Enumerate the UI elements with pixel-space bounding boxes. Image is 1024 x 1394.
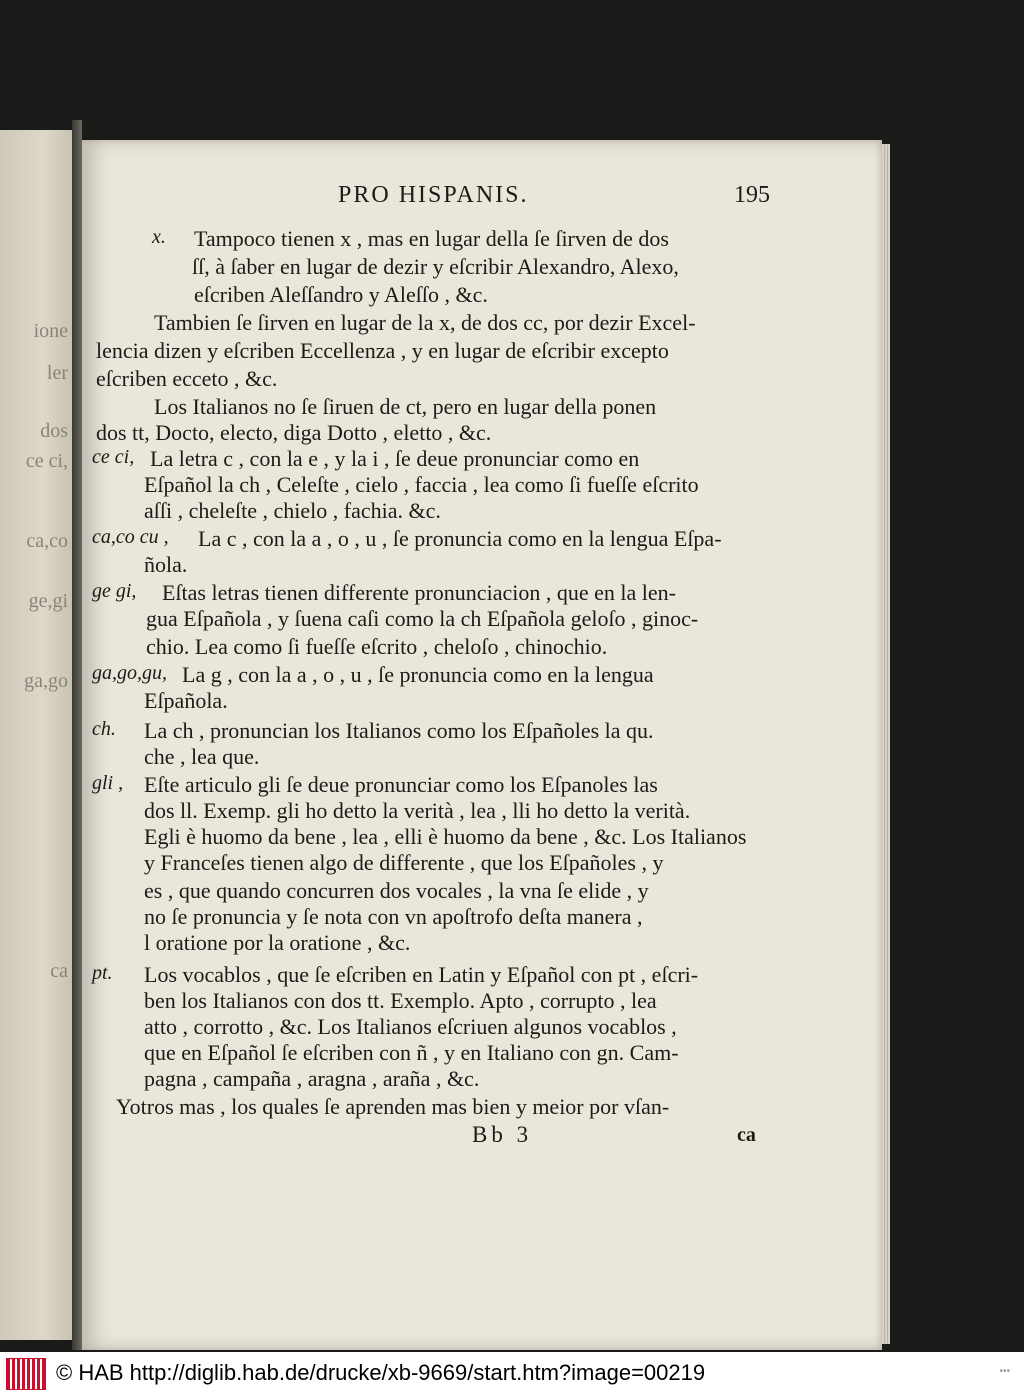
attribution-link[interactable]: © HAB http://diglib.hab.de/drucke/xb-9669/start.htm?image=00219 xyxy=(56,1360,706,1385)
text-line: aſſi , cheleſte , chielo , fachia. &c. xyxy=(144,498,441,523)
hab-logo-icon xyxy=(6,1358,46,1390)
attribution-bar xyxy=(0,1352,1024,1394)
facing-page-fragment: ca xyxy=(50,960,68,982)
page-header xyxy=(82,182,882,218)
facing-page-fragment: ler xyxy=(46,362,68,384)
page-text xyxy=(82,140,882,1350)
text-line: Eſtas letras tienen differente pronunciacion , que en la len- xyxy=(162,580,676,605)
text-line: La g , con la a , o , u , ſe pronuncia como en la lengua xyxy=(182,662,654,687)
text-line: ñola. xyxy=(144,552,188,577)
text-line: che , lea que. xyxy=(144,744,260,769)
margin-note: x. xyxy=(152,226,166,248)
text-line: Eſte articulo gli ſe deue pronunciar como los Eſpanoles las xyxy=(144,772,658,797)
text-line: Tambien ſe ſirven en lugar de la x, de dos cc, por dezir Excel- xyxy=(154,310,696,335)
signature-mark: Bb 3 xyxy=(472,1122,533,1147)
text-line: dos tt, Docto, electo, diga Dotto , eletto , &c. xyxy=(96,420,492,445)
margin-note: ca,co cu , xyxy=(92,526,169,548)
text-line: Yotros mas , los quales ſe aprenden mas bien y meior por vſan- xyxy=(116,1094,670,1119)
margin-note: ch. xyxy=(92,718,116,740)
text-line: eſcriben ecceto , &c. xyxy=(96,366,278,391)
page-block-edge xyxy=(882,144,890,1344)
text-line: Tampoco tienen x , mas en lugar della ſe ſirven de dos xyxy=(194,226,669,251)
running-head: PRO HISPANIS. xyxy=(338,182,529,208)
text-line: atto , corrotto , &c. Los Italianos eſcriuen algunos vocablos , xyxy=(144,1014,677,1039)
margin-note: pt. xyxy=(92,962,113,984)
text-line: l oratione por la oratione , &c. xyxy=(144,930,411,955)
text-line: La c , con la a , o , u , ſe pronuncia como en la lengua Eſpa- xyxy=(198,526,722,551)
facing-page-fragment: ce ci, xyxy=(25,450,68,472)
text-line: ſſ, à ſaber en lugar de dezir y eſcribir Alexandro, Alexo, xyxy=(192,254,679,279)
margin-note: ge gi, xyxy=(92,580,137,602)
facing-page-fragment: ge,gi xyxy=(28,590,68,612)
text-line: Los Italianos no ſe ſiruen de ct, pero en lugar della ponen xyxy=(154,394,657,419)
text-line: lencia dizen y eſcriben Eccellenza , y en lugar de eſcribir excepto xyxy=(96,338,669,363)
catchword: ca xyxy=(737,1124,756,1146)
margin-note: gli , xyxy=(92,772,124,794)
text-line: La ch , pronuncian los Italianos como los Eſpañoles la qu. xyxy=(144,718,654,743)
facing-page-fragment: ione xyxy=(33,320,68,342)
text-line: Eſpañola. xyxy=(144,688,228,713)
margin-note: ga,go,gu, xyxy=(92,662,167,684)
text-line: chio. Lea como ſi fueſſe eſcrito , cheloſo , chinochio. xyxy=(146,634,608,659)
text-line: Eſpañol la ch , Celeſte , cielo , faccia , lea como ſi fueſſe eſcrito xyxy=(144,472,699,497)
text-line: y Franceſes tienen algo de differente , que los Eſpañoles , y xyxy=(144,850,664,875)
text-line: pagna , campaña , aragna , araña , &c. xyxy=(144,1066,480,1091)
page-number: 195 xyxy=(734,182,770,208)
text-line: dos ll. Exemp. gli ho detto la verità , lea , lli ho detto la verità. xyxy=(144,798,691,823)
text-line: no ſe pronuncia y ſe nota con vn apoſtrofo deſta manera , xyxy=(144,904,643,929)
book-page xyxy=(82,140,882,1350)
text-line: Los vocablos , que ſe eſcriben en Latin y Eſpañol con pt , eſcri- xyxy=(144,962,699,987)
text-line: es , que quando concurren dos vocales , la vna ſe elide , y xyxy=(144,878,649,903)
text-line: que en Eſpañol ſe eſcriben con ñ , y en Italiano con gn. Cam- xyxy=(144,1040,679,1065)
margin-note: ce ci, xyxy=(92,446,135,468)
text-line: Egli è huomo da bene , lea , elli è huomo da bene , &c. Los Italianos xyxy=(144,824,747,849)
text-line: eſcriben Aleſſandro y Aleſſo , &c. xyxy=(194,282,488,307)
book-gutter xyxy=(72,120,82,1350)
text-line: ben los Italianos con dos tt. Exemplo. Apto , corrupto , lea xyxy=(144,988,657,1013)
facing-page-fragment: dos xyxy=(40,420,68,442)
facing-page-fragment: ga,go xyxy=(24,670,68,692)
facing-page-edge xyxy=(0,130,72,1340)
text-line: La letra c , con la e , y la i , ſe deue pronunciar como en xyxy=(150,446,640,471)
footer-dots: ••• xyxy=(999,1366,1010,1377)
facing-page-fragment: ca,co xyxy=(26,530,68,552)
text-line: gua Eſpañola , y ſuena caſi como la ch Eſpañola geloſo , ginoc- xyxy=(146,606,699,631)
